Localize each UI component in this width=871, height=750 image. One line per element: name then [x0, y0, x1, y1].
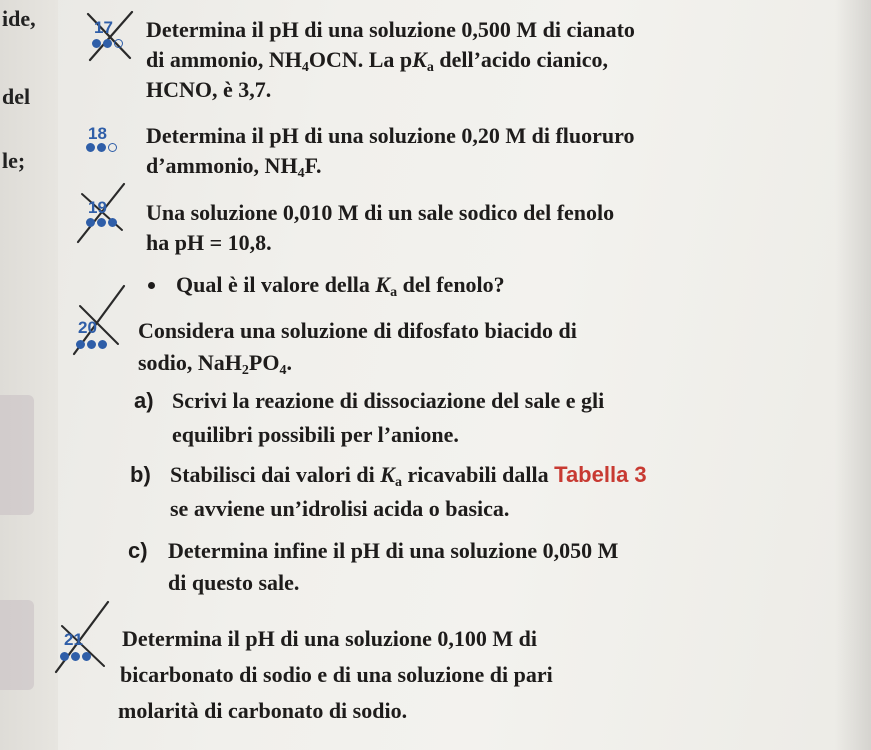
bullet-point	[148, 282, 155, 289]
difficulty-dot-empty	[108, 143, 117, 152]
difficulty-dot-filled	[86, 143, 95, 152]
exercise-text-line: sodio, $NaH_2PO_4$.	[138, 350, 292, 378]
difficulty-dot-filled	[98, 340, 107, 349]
left-margin-word: ide,	[2, 6, 36, 31]
exercise-text-line: Determina il pH di una soluzione 0,100 M di	[122, 626, 537, 651]
exercise-number: 21	[64, 630, 83, 649]
difficulty-dot-filled	[108, 218, 117, 227]
exercise-text-line: di ammonio, $NH_4OCN$. La $pK_a$ dell’acido cianico,	[146, 47, 608, 75]
difficulty-dot-filled	[97, 218, 106, 227]
exercise-text-line: HCNO, è 3,7.	[146, 77, 272, 102]
exercise-text-line: Determina il pH di una soluzione 0,500 M di cianato	[146, 17, 635, 42]
difficulty-dot-filled	[103, 39, 112, 48]
difficulty-indicator	[60, 652, 91, 661]
exercise-number: 17	[94, 18, 113, 37]
part-text-line: Scrivi la reazione di dissociazione del sale e gli	[172, 388, 605, 413]
exercise-text-line: Considera una soluzione di difosfato biacido di	[138, 318, 577, 343]
exercise-number: 19	[88, 198, 107, 217]
difficulty-dot-filled	[87, 340, 96, 349]
exercise-text-line: Una soluzione 0,010 M di un sale sodico del fenolo	[146, 200, 615, 225]
part-text-line: equilibri possibili per l’anione.	[172, 422, 459, 447]
difficulty-dot-filled	[92, 39, 101, 48]
exercise-text-line: ha pH = 10,8.	[146, 230, 272, 255]
part-label: a)	[134, 388, 154, 413]
left-margin-word: del	[2, 84, 31, 109]
exercise-text-line: bicarbonato di sodio e di una soluzione di pari	[120, 662, 553, 687]
difficulty-indicator	[86, 218, 117, 227]
exercise-text-line: molarità di carbonato di sodio.	[118, 698, 408, 723]
table-reference-link[interactable]: Tabella 3	[554, 462, 647, 487]
right-page-shadow	[835, 0, 871, 750]
difficulty-indicator	[76, 340, 107, 349]
part-text-line: di questo sale.	[168, 570, 300, 595]
part-text-line: Determina infine il pH di una soluzione 0,050 M	[168, 538, 619, 563]
exercise-number: 20	[78, 318, 97, 337]
difficulty-dot-filled	[86, 218, 95, 227]
difficulty-dot-filled	[76, 340, 85, 349]
difficulty-indicator	[92, 39, 123, 48]
part-text-line: Stabilisci dai valori di $K_a$ ricavabili dalla Tabella 3	[170, 462, 647, 490]
part-label: c)	[128, 538, 148, 563]
exercise-text-line: Determina il pH di una soluzione 0,20 M di fluoruro	[146, 123, 635, 148]
exercise-question-line: Qual è il valore della $K_a$ del fenolo?	[176, 272, 505, 300]
difficulty-dot-filled	[60, 652, 69, 661]
part-text-line: se avviene un’idrolisi acida o basica.	[170, 496, 510, 521]
difficulty-indicator	[86, 143, 117, 152]
left-margin-word: le;	[2, 148, 26, 173]
difficulty-dot-filled	[71, 652, 80, 661]
exercise-text-line: d’ammonio, $NH_4F$.	[146, 153, 322, 181]
difficulty-dot-filled	[97, 143, 106, 152]
part-label: b)	[130, 462, 151, 487]
difficulty-dot-filled	[82, 652, 91, 661]
side-tab-decoration	[0, 395, 34, 515]
exercise-number: 18	[88, 124, 107, 143]
side-tab-decoration	[0, 600, 34, 690]
difficulty-dot-empty	[114, 39, 123, 48]
